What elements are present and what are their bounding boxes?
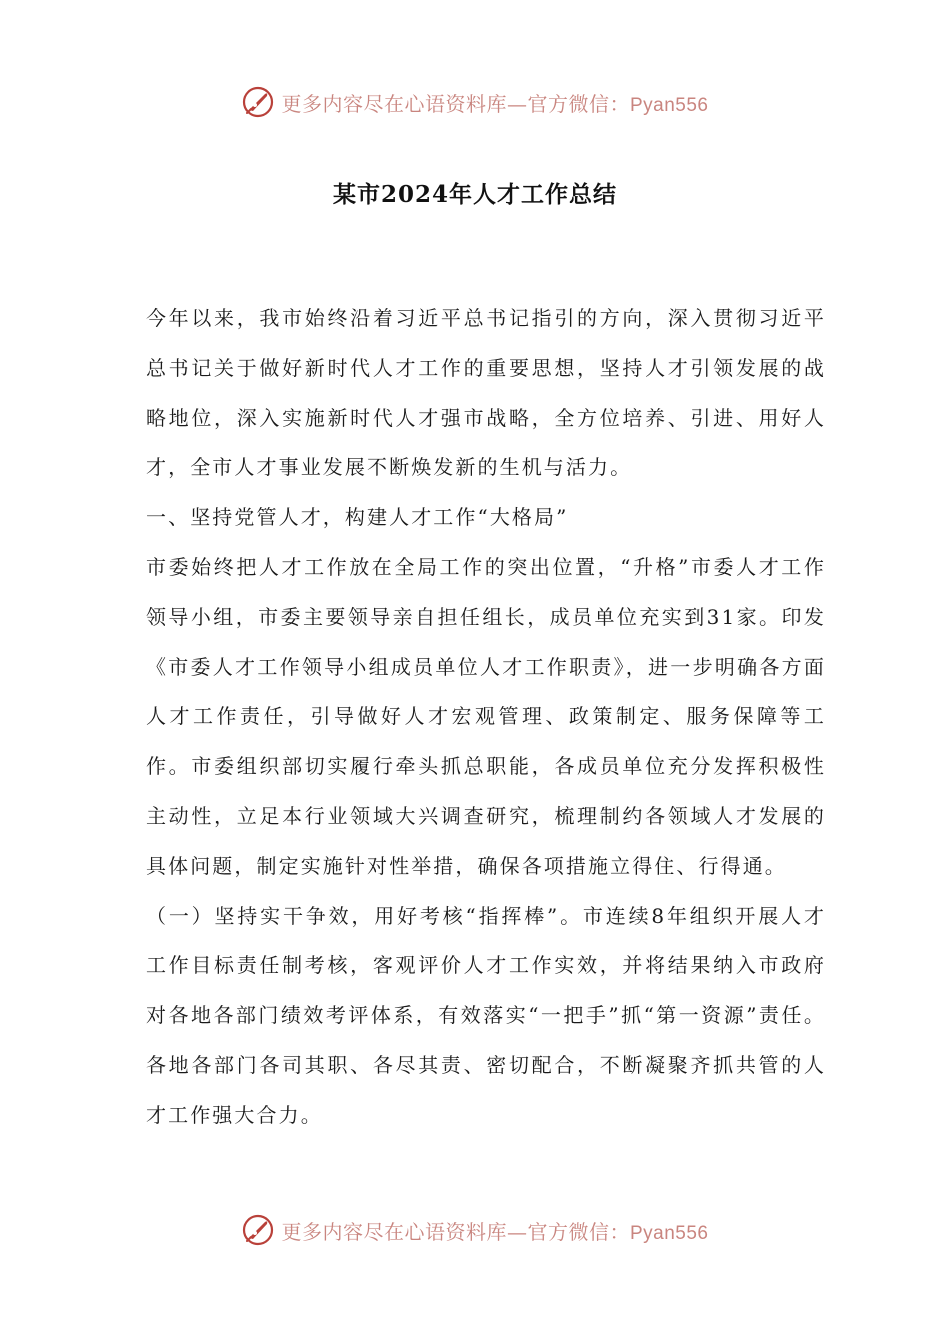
subsection-1-paragraph: （一）坚持实干争效，用好考核“指挥棒”。市连续8年组织开展人才工作目标责任制考核，客观评价人才工作实效，并将结果纳入市政府对各地各部门绩效考评体系，有效落实“一把手”抓“第一资源”责任。各地各部门各司其职、各尽其责、密切配合，不断凝聚齐抓共管的人才工作强大合力。 (146, 903, 826, 1127)
watermark-wechat-id: Pyan556 (629, 1222, 709, 1244)
watermark-banner-bottom (0, 1210, 950, 1250)
document-title: 某市2024年人才工作总结 (332, 181, 617, 208)
watermark-text-cn: 更多内容尽在心语资料库—官方微信： (281, 1219, 630, 1244)
section-1-paragraph: 市委始终把人才工作放在全局工作的突出位置，“升格”市委人才工作领导小组，市委主要领导亲自担任组长，成员单位充实到31家。印发《市委人才工作领导小组成员单位人才工作职责》，进一步明确各方面人才工作责任，引导做好人才宏观管理、政策制定、服务保障等工作。市委组织部切实履行牵头抓总职能，各成员单位充分发挥积极性主动性，立足本行业领域大兴调查研究，梳理制约各领域人才发展的具体问题，制定实施针对性举措，确保各项措施立得住、行得通。 (146, 554, 826, 878)
intro-paragraph: 今年以来，我市始终沿着习近平总书记指引的方向，深入贯彻习近平总书记关于做好新时代人才工作的重要思想，坚持人才引领发展的战略地位，深入实施新时代人才强市战略，全方位培养、引进、用好人才，全市人才事业发展不断焕发新的生机与活力。 (146, 306, 826, 480)
watermark-text (281, 1216, 708, 1245)
watermark-text-cn: 更多内容尽在心语资料库—官方微信： (281, 91, 630, 116)
document-body (146, 294, 826, 1141)
watermark-banner-top (0, 82, 950, 122)
watermark-text (281, 88, 708, 117)
watermark-wechat-id: Pyan556 (629, 94, 709, 116)
quill-pen-logo-icon (241, 1213, 275, 1247)
section-heading-1: 一、坚持党管人才，构建人才工作“大格局” (146, 505, 569, 530)
quill-pen-logo-icon (241, 85, 275, 119)
